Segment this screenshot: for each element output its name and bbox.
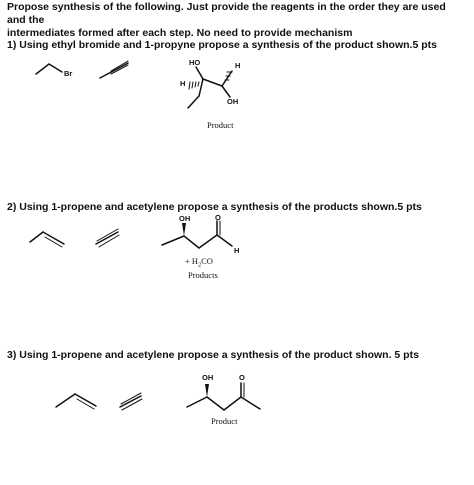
instructions-line-1: Propose synthesis of the following. Just provide the reagents in the order they are used and the	[7, 1, 446, 26]
acetylene-structure-q2	[96, 229, 119, 247]
aldehyde-hydrogen-label-q2: H	[234, 246, 240, 255]
propene-structure-q2	[30, 232, 64, 247]
hydrogen-label-top: H	[235, 61, 241, 70]
product-1-caption: Product	[207, 120, 234, 130]
products-caption-q2: Products	[188, 270, 218, 280]
formaldehyde-label	[185, 256, 213, 269]
hydroxyl-label-bottom: OH	[227, 97, 239, 106]
hydroxyl-label-q3: OH	[202, 373, 214, 382]
hydroxy-ketone-structure-q3	[187, 383, 260, 410]
hydroxyl-label-q2: OH	[179, 214, 191, 223]
product-1-structure	[188, 67, 232, 108]
carbonyl-oxygen-label-q3: O	[239, 373, 245, 382]
hydrogen-label-left: H	[180, 79, 186, 88]
hydroxy-aldehyde-structure-q2	[162, 221, 232, 248]
instructions-line-2: intermediates formed after each step. No need to provide mechanism	[7, 27, 353, 39]
propene-structure-q3	[56, 394, 96, 409]
product-3-caption: Product	[211, 416, 238, 426]
formaldehyde-plus-h: + H	[185, 256, 199, 266]
propyne-structure	[100, 61, 128, 78]
bromine-label: Br	[64, 69, 73, 78]
carbonyl-oxygen-label-q2: O	[215, 213, 221, 222]
acetylene-structure-q3	[120, 393, 142, 410]
formaldehyde-co: CO	[201, 256, 213, 266]
hydroxyl-label-top: HO	[189, 58, 201, 67]
question-1-text: 1) Using ethyl bromide and 1-propyne propose a synthesis of the product shown.5 pts	[7, 39, 437, 51]
formaldehyde-subscript: 2	[198, 262, 202, 269]
ethyl-bromide-structure	[36, 64, 62, 74]
question-3-text: 3) Using 1-propene and acetylene propose a synthesis of the product shown. 5 pts	[7, 349, 419, 361]
question-2-text: 2) Using 1-propene and acetylene propose a synthesis of the products shown.5 pts	[7, 201, 422, 213]
